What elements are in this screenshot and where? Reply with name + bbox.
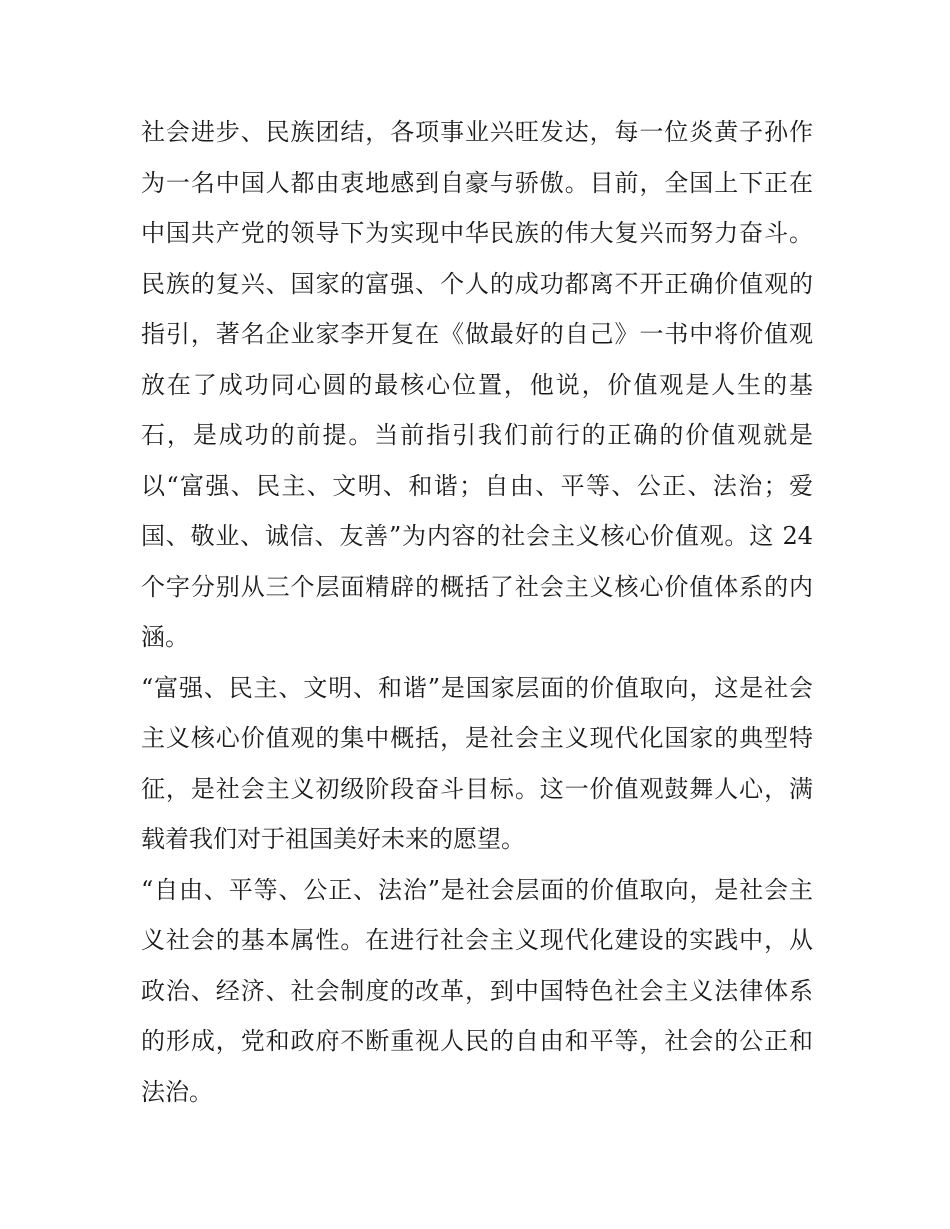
body-text (141, 107, 813, 1117)
text-line: “富强、民主、文明、和谐”是国家层面的价值取向，这是社会 (141, 673, 813, 702)
text-line: 放在了成功同心圆的最核心位置，他说，价值观是人生的基 (141, 370, 813, 399)
text-line: 为一名中国人都由衷地感到自豪与骄傲。目前，全国上下正在 (141, 168, 813, 197)
text-line: 社会进步、民族团结，各项事业兴旺发达，每一位炎黄子孙作 (141, 118, 813, 146)
text-line: 石，是成功的前提。当前指引我们前行的正确的价值观就是 (141, 421, 813, 449)
text-line: 法治。 (141, 1077, 213, 1106)
text-line: “自由、平等、公正、法治”是社会层面的价值取向，是社会主 (141, 875, 813, 904)
text-line: 以“富强、民主、文明、和谐；自由、平等、公正、法治；爱 (141, 471, 813, 500)
text-line: 国、敬业、诚信、友善”为内容的社会主义核心价值观。这 24 (141, 522, 813, 550)
text-line: 主义核心价值观的集中概括，是社会主义现代化国家的典型特 (141, 724, 813, 752)
paragraph-3 (141, 865, 813, 1118)
text-line: 政治、经济、社会制度的改革，到中国特色社会主义法律体系 (141, 976, 813, 1005)
text-line: 指引，著名企业家李开复在《做最好的自己》一书中将价值观 (141, 320, 813, 348)
text-line: 载着我们对于祖国美好未来的愿望。 (141, 825, 525, 853)
text-line: 征，是社会主义初级阶段奋斗目标。这一价值观鼓舞人心，满 (141, 774, 813, 803)
text-line: 中国共产党的领导下为实现中华民族的伟大复兴而努力奋斗。 (141, 219, 813, 247)
text-line: 义社会的基本属性。在进行社会主义现代化建设的实践中，从 (141, 926, 813, 954)
paragraph-1 (141, 107, 813, 663)
text-line: 涵。 (141, 623, 189, 651)
text-line: 民族的复兴、国家的富强、个人的成功都离不开正确价值观的 (141, 269, 813, 298)
text-line: 的形成，党和政府不断重视人民的自由和平等，社会的公正和 (141, 1027, 813, 1055)
text-line: 个字分别从三个层面精辟的概括了社会主义核心价值体系的内 (141, 572, 813, 601)
paragraph-2 (141, 663, 813, 865)
